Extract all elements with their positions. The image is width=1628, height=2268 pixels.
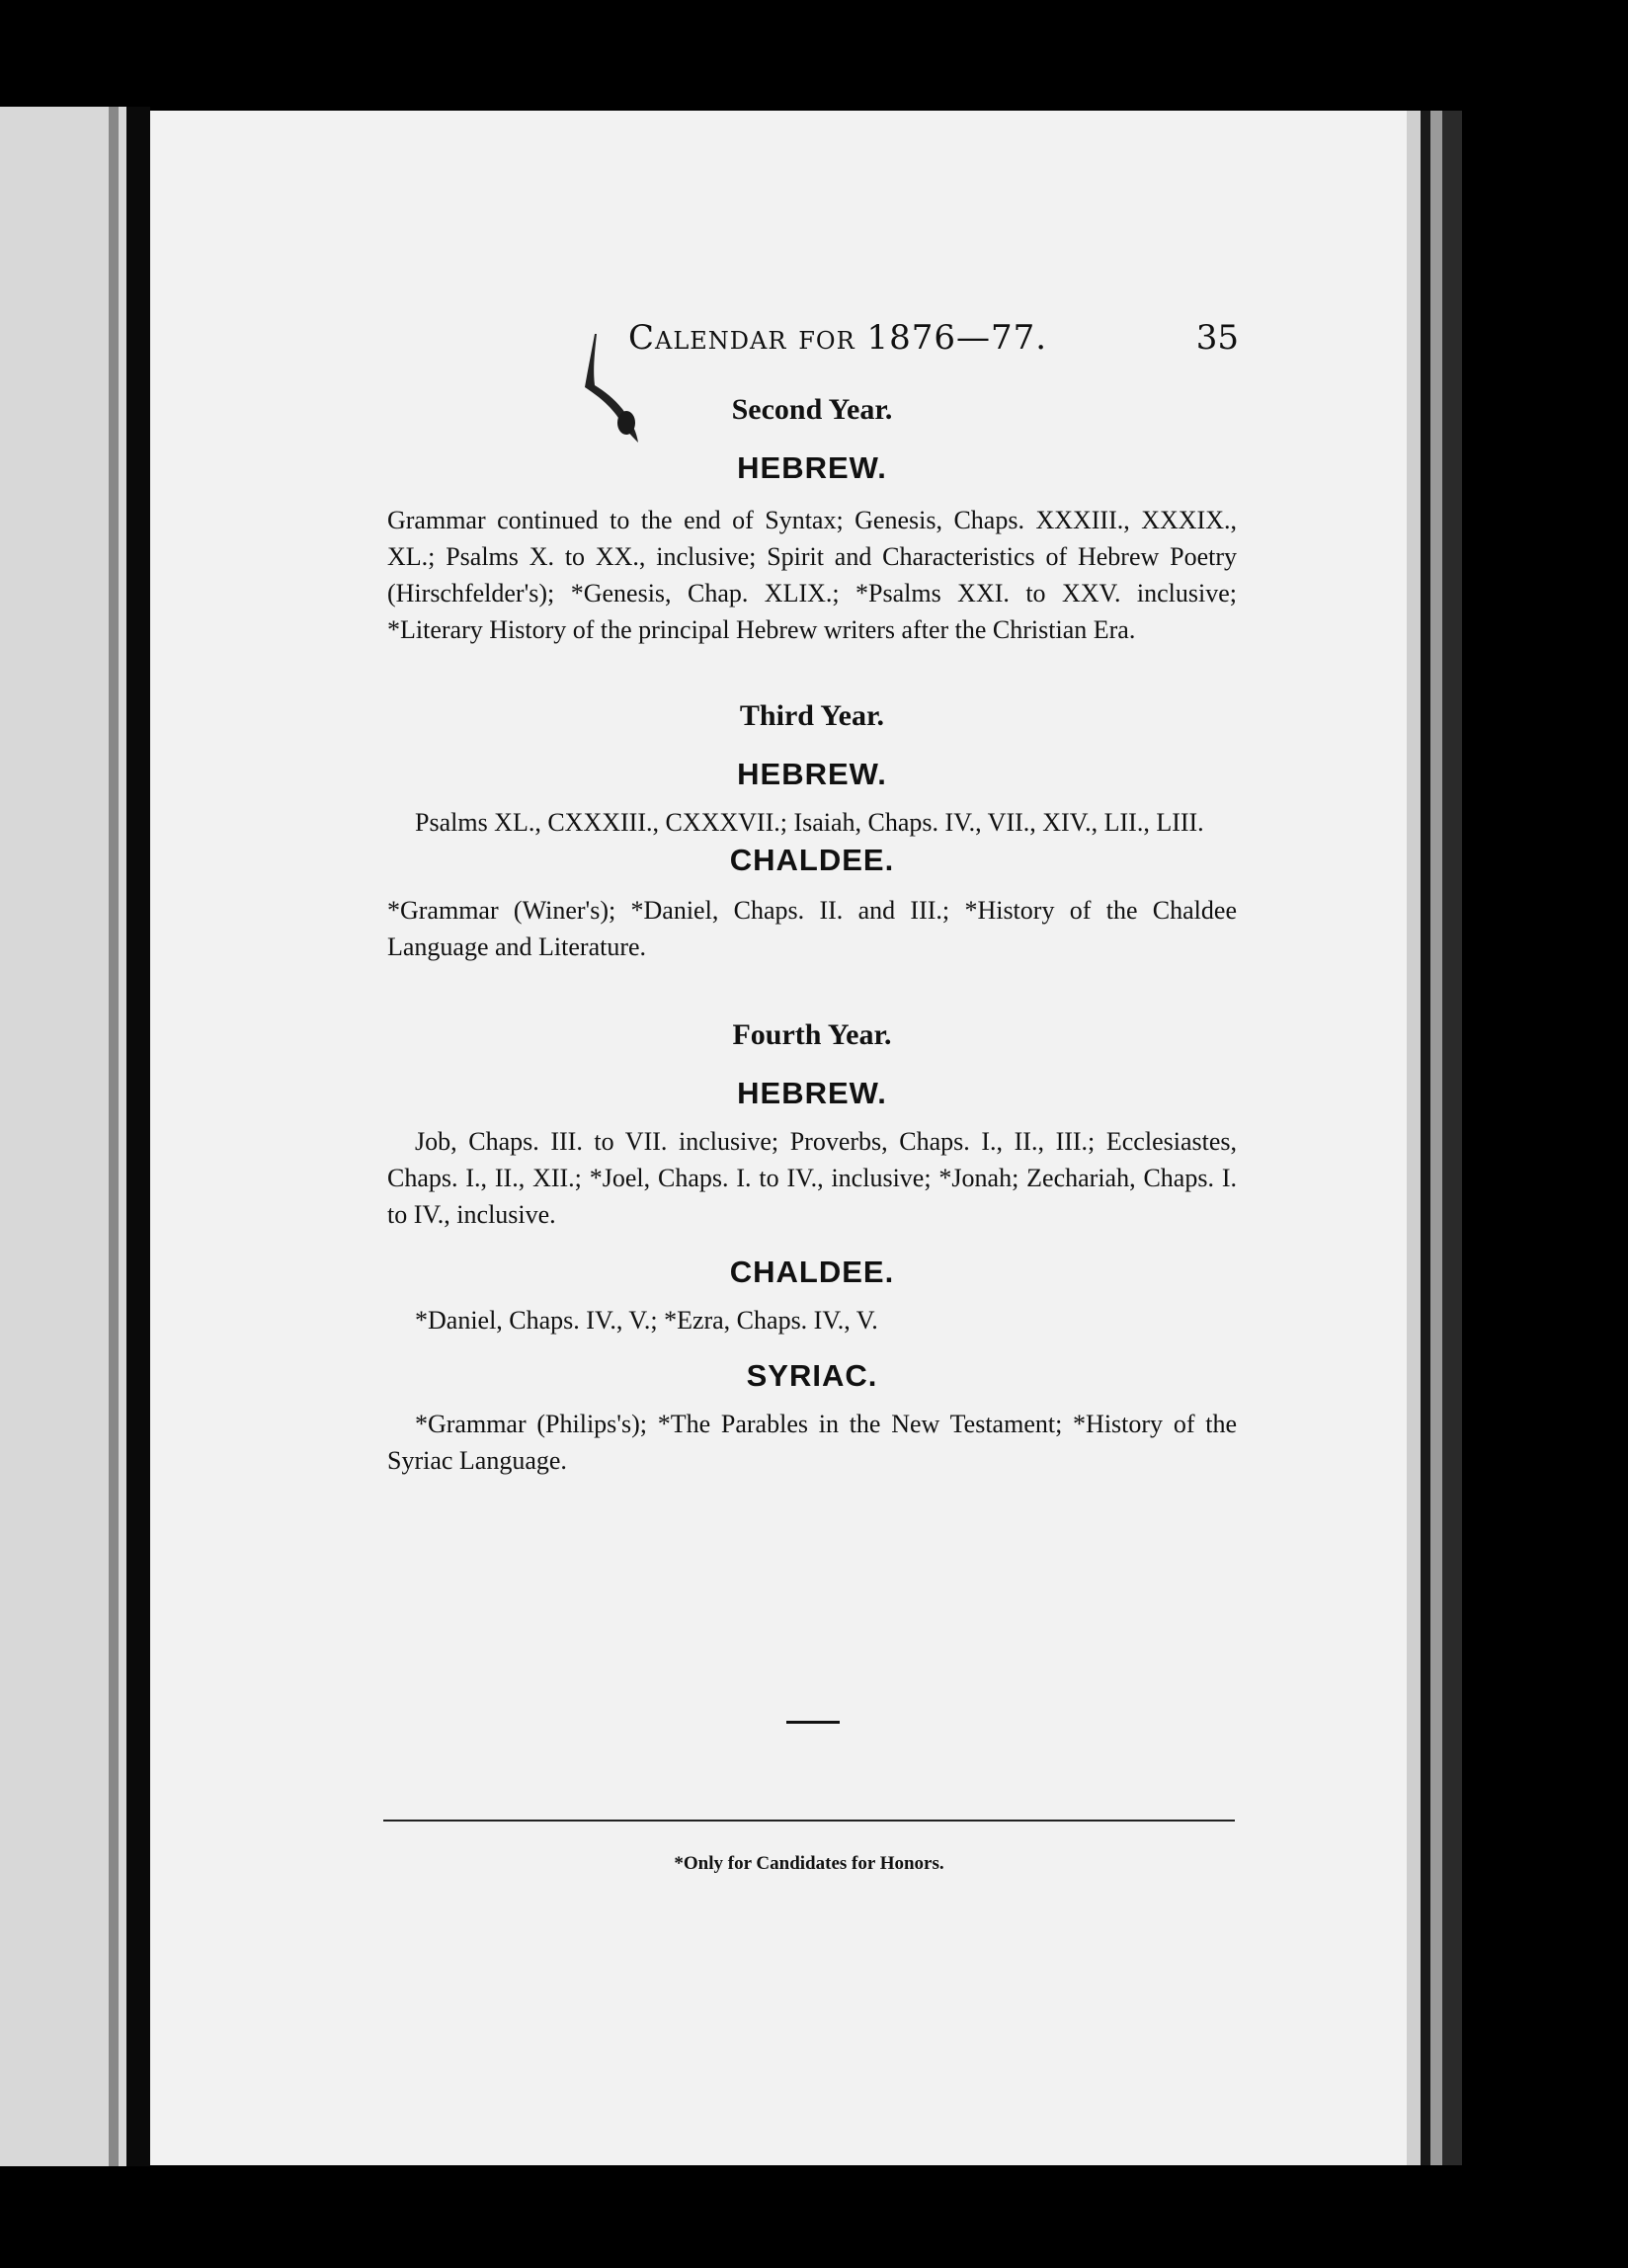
third-year-chaldee-text: *Grammar (Winer's); *Daniel, Chaps. II. and III.; *History of the Chaldee Language and Literature. (387, 896, 1237, 961)
fourth-year-syriac-heading: SYRIAC. (746, 1358, 878, 1393)
footnote-rule (383, 1820, 1235, 1822)
running-title: Calendar for 1876—77. (628, 318, 1048, 358)
page-number: 35 (1195, 318, 1239, 358)
third-year-chaldee-heading: CHALDEE. (729, 843, 895, 877)
page-edge (1430, 111, 1442, 2165)
second-year-hebrew-heading: HEBREW. (737, 450, 887, 485)
page-edge (1407, 111, 1421, 2165)
running-head (385, 318, 1245, 362)
left-page-shadow (109, 107, 119, 2166)
third-year-hebrew-text: Psalms XL., CXXXIII., CXXXVII.; Isaiah, Chaps. IV., VII., XIV., LII., LIII. (415, 808, 1204, 837)
fourth-year-syriac-text: *Grammar (Philips's); *The Parables in the New Testament; *History of the Syriac Language. (387, 1410, 1237, 1475)
fourth-year-chaldee-heading: CHALDEE. (729, 1255, 895, 1289)
fourth-year-heading: Fourth Year. (732, 1018, 892, 1051)
page-edge (1421, 111, 1430, 2165)
third-year-hebrew-heading: HEBREW. (737, 757, 887, 791)
book-gutter (126, 107, 150, 2166)
section-end-rule (786, 1721, 840, 1724)
third-year-heading: Third Year. (739, 699, 885, 732)
second-year-hebrew-text: Grammar continued to the end of Syntax; Genesis, Chaps. XXXIII., XXXIX., XL.; Psalms X. to XX., inclusive; Spirit and Characteristics of Hebrew Poetry (Hirschfelder's); *Genesis, Chap. XLIX.; *Psalms XXI. to XXV. inclusive; *Literary History of the principal Hebrew writers after the Christian Era. (387, 506, 1237, 644)
fourth-year-hebrew-heading: HEBREW. (737, 1076, 887, 1110)
footnote: *Only for Candidates for Honors. (674, 1853, 944, 1874)
page-edge (1442, 111, 1462, 2165)
second-year-heading: Second Year. (731, 393, 893, 426)
fourth-year-chaldee-text: *Daniel, Chaps. IV., V.; *Ezra, Chaps. IV., V. (415, 1306, 878, 1335)
fourth-year-hebrew-text: Job, Chaps. III. to VII. inclusive; Proverbs, Chaps. I., II., III.; Ecclesiastes, Chaps. I., II., XII.; *Joel, Chaps. I. to IV., inclusive; *Jonah; Zechariah, Chaps. I. to IV., inclusive. (387, 1127, 1237, 1229)
page-content (387, 393, 1237, 1479)
left-page-edge (0, 107, 126, 2166)
